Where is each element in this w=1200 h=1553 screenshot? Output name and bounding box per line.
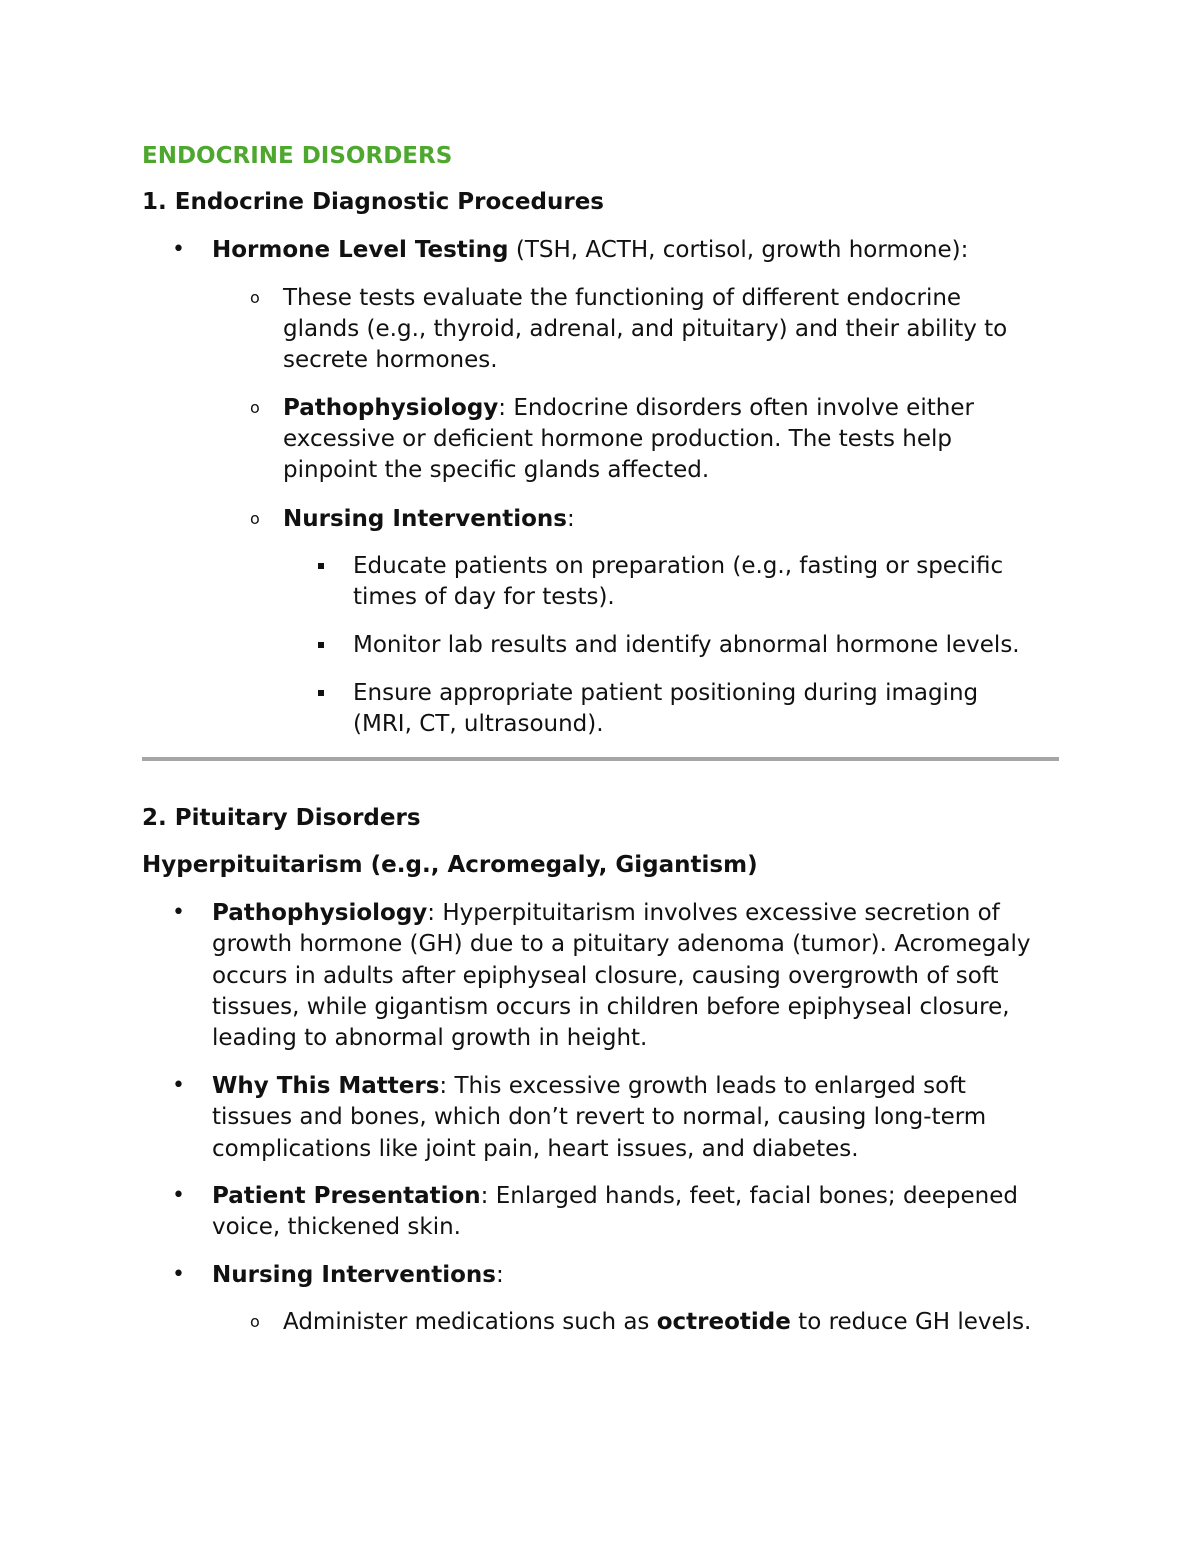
sub-item-text: to reduce GH levels. (790, 1309, 1032, 1335)
sub-item-line (283, 504, 575, 534)
sub-item-text: : Endocrine disorders often involve either (498, 395, 974, 421)
bullet-circle-icon: o (250, 509, 260, 528)
sub-item-line (283, 1307, 1031, 1337)
bullet-dot-icon: • (172, 1073, 185, 1098)
sub-item-bold: Nursing Interventions (283, 506, 567, 532)
item-text: : Enlarged hands, feet, facial bones; deepened (480, 1183, 1018, 1209)
list-item-line: leading to abnormal growth in height. (212, 1025, 648, 1051)
sub-item-line: These tests evaluate the functioning of different endocrine (283, 285, 962, 311)
list-item-line: tissues, while gigantism occurs in children before epiphyseal closure, (212, 994, 1010, 1020)
sub-item-line: pinpoint the specific glands affected. (283, 457, 710, 483)
nested-item-line: times of day for tests). (353, 584, 615, 610)
bullet-square-icon (318, 563, 324, 569)
list-item-line (212, 1260, 504, 1290)
list-item-line (212, 1181, 1018, 1211)
sub-item-text: : (566, 506, 575, 532)
sub-item-bold: Pathophysiology (283, 395, 499, 421)
list-item-line (212, 1071, 966, 1101)
section-2-heading: 2. Pituitary Disorders (142, 805, 421, 831)
section-2-subheading: Hyperpituitarism (e.g., Acromegaly, Gigantism) (142, 852, 758, 878)
item-bold-label: Hormone Level Testing (212, 237, 509, 263)
bullet-circle-icon: o (250, 398, 260, 417)
nested-item-line: (MRI, CT, ultrasound). (353, 711, 604, 737)
bullet-dot-icon: • (172, 900, 185, 925)
sub-item-line: secrete hormones. (283, 347, 498, 373)
bullet-circle-icon: o (250, 1312, 260, 1331)
item-bold-label: Patient Presentation (212, 1183, 481, 1209)
item-bold-label: Nursing Interventions (212, 1262, 496, 1288)
list-item-line: complications like joint pain, heart issues, and diabetes. (212, 1136, 859, 1162)
nested-item-line: Ensure appropriate patient positioning during imaging (353, 680, 979, 706)
horizontal-divider (142, 757, 1059, 761)
bullet-dot-icon: • (172, 237, 185, 262)
list-item-line: occurs in adults after epiphyseal closure, causing overgrowth of soft (212, 963, 999, 989)
item-bold-label: Pathophysiology (212, 900, 428, 926)
list-item-hormone-testing (212, 235, 968, 265)
item-text: : This excessive growth leads to enlarged soft (439, 1073, 966, 1099)
nested-item-line: Educate patients on preparation (e.g., fasting or specific (353, 553, 1004, 579)
list-item-line: voice, thickened skin. (212, 1214, 461, 1240)
item-bold-label: Why This Matters (212, 1073, 440, 1099)
list-item-line (212, 898, 1000, 928)
sub-item-line (283, 393, 974, 423)
list-item-line: tissues and bones, which don’t revert to normal, causing long-term (212, 1104, 987, 1130)
document-title: ENDOCRINE DISORDERS (142, 143, 453, 169)
nested-item-line: Monitor lab results and identify abnormal hormone levels. (353, 632, 1020, 658)
bullet-dot-icon: • (172, 1262, 185, 1287)
item-text: (TSH, ACTH, cortisol, growth hormone): (508, 237, 969, 263)
bullet-circle-icon: o (250, 288, 260, 307)
sub-item-bold: octreotide (656, 1309, 791, 1335)
item-text: : (495, 1262, 504, 1288)
sub-item-text: Administer medications such as (283, 1309, 657, 1335)
list-item-line: growth hormone (GH) due to a pituitary adenoma (tumor). Acromegaly (212, 931, 1031, 957)
sub-item-line: glands (e.g., thyroid, adrenal, and pituitary) and their ability to (283, 316, 1008, 342)
section-1-heading: 1. Endocrine Diagnostic Procedures (142, 189, 604, 215)
bullet-square-icon (318, 642, 324, 648)
bullet-square-icon (318, 690, 324, 696)
sub-item-line: excessive or deficient hormone production. The tests help (283, 426, 952, 452)
item-text: : Hyperpituitarism involves excessive secretion of (427, 900, 1000, 926)
bullet-dot-icon: • (172, 1183, 185, 1208)
